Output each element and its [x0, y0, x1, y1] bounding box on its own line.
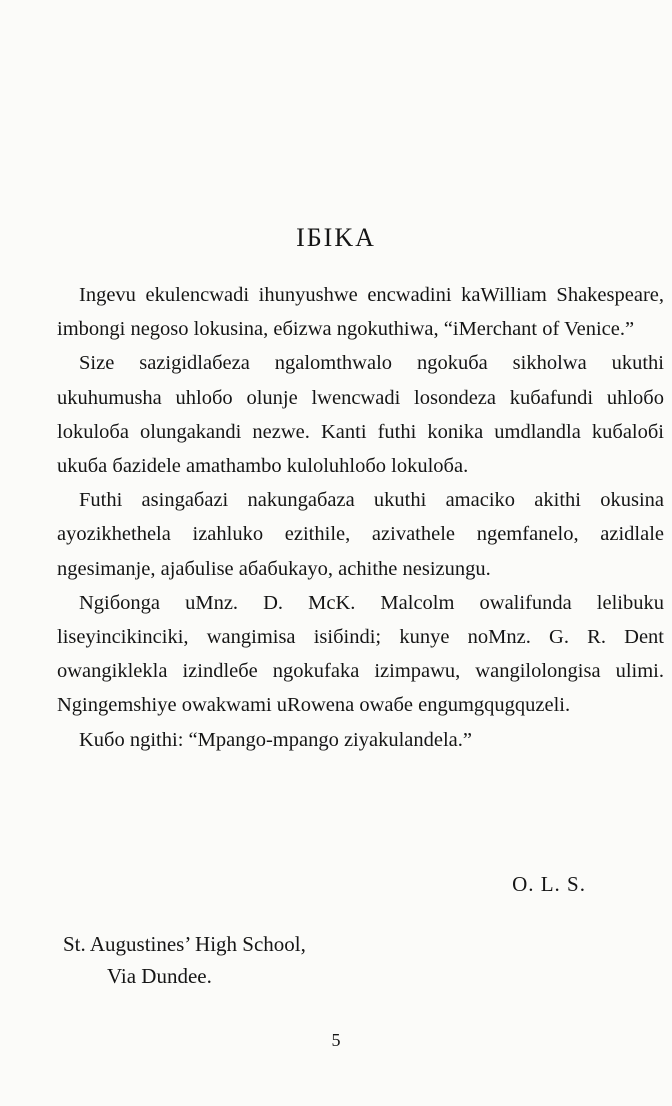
- paragraph-3: Futhi asingaбazi nakungaбaza ukuthi amaciko akithi okusina ayozikhethela izahluko ezithile, azivathele ngemfanelo, azidlale ngesimanje, ajaбulise aбaбukayo, achithe nesizungu.: [57, 489, 664, 580]
- address-block: [63, 928, 306, 992]
- paragraph-4: Ngiбonga uMnz. D. McK. Malcolm owalifunda lelibuku liseyincikinciki, wangimisa isiбindi; kunye noMnz. G. R. Dent owangiklekla izindleбe ngokufaka izimpawu, wangilolongisa ulimi. Ngingemshiye owakwami uRowena owaбe engumgqugquzeli.: [57, 591, 664, 717]
- preface-body: [57, 278, 664, 757]
- author-initials: O. L. S.: [512, 872, 586, 896]
- paragraph-5: Kuбo ngithi: “Mpango-mpango ziyakulandela.”: [79, 728, 472, 751]
- page-number: 5: [331, 1030, 341, 1050]
- paragraph-1: Ingevu ekulencwadi ihunyushwe encwadini kaWilliam Shakespeare, imbongi negoso lokusina, eбizwa ngokuthiwa, “iMerchant of Venice.”: [57, 284, 664, 341]
- address-line-2: Via Dundee.: [107, 964, 212, 988]
- address-line-1: St. Augustines’ High School,: [63, 932, 306, 956]
- paragraph-2: Size sazigidlaбeza ngalomthwalo ngokuбa sikholwa ukuthi ukuhumusha uhloбo olunje lwencwadi losondeza kuбafundi uhloбo lokuloбa olungakandi nezwe. Kanti futhi konika umdlandla kuбaloбi ukuбa бazidele amathambo kuloluhloбo lokuloбa.: [57, 352, 664, 478]
- page-title: IБIKA: [296, 223, 376, 252]
